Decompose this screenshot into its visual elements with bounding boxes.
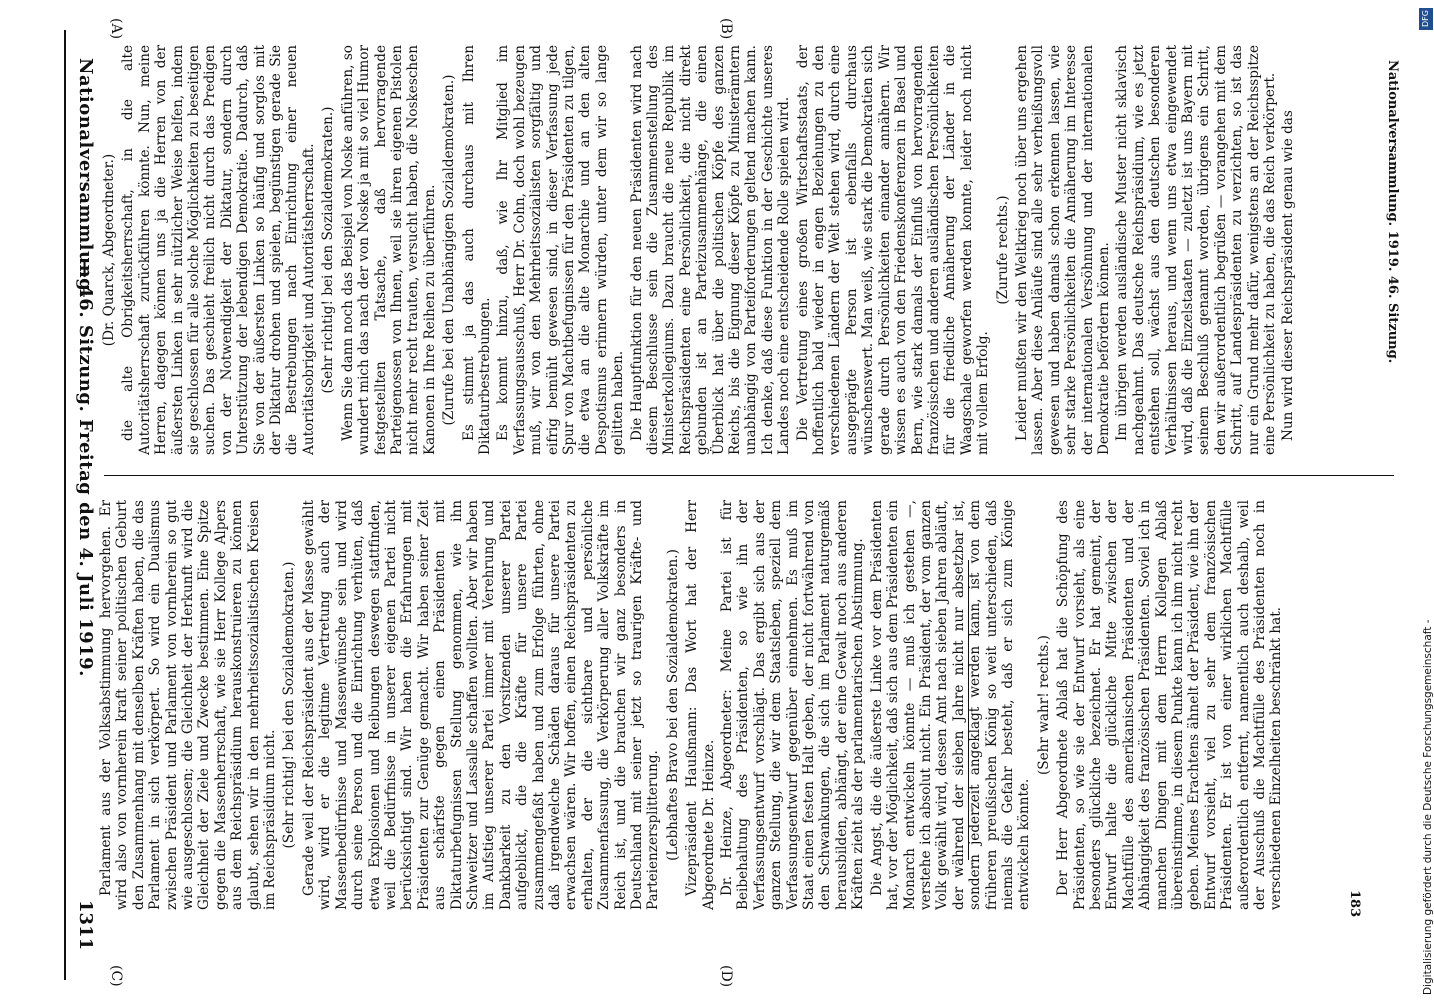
paragraph: (Dr. Quarck, Abgeordneter.) xyxy=(101,153,117,347)
paragraph: Gerade weil der Reichspräsident aus der Masse gewählt wird, wird er die legitime Vertretung auch der Massenbedürfnisse und Massenwünsche sein und wird durch seine Person und die Einrichtung verhüten, daß etwa Explosionen und Reibungen deswegen stattfinden, weil die Bedürfnisse in unserer eigenen Partei nicht berücksichtigt sind. Wir haben die Erfahrungen mit Präsidenten zur Genüge gemacht. Wir haben seiner Zeit aus schärfste gegen einen Präsidenten mit Diktaturbefugnissen Stellung genommen, wie ihn Schweitzer und Lassalle schaffen wollten. Aber wir haben im Aufstieg unserer Partei immer mit Verehrung und Dankbarkeit zu den Vorsitzenden unserer Partei aufgeblickt, die die Kräfte für unsere Partei zusammengefaßt haben und zum Erfolge führten, ohne daß irgendwelche Schäden daraus für unsere Partei erwachsen wären. Wir hoffen, einen Reichspräsidenten zu erhalten, der die sichtbare und persönliche Zusammenfassung, die Verkörperung aller Volkskräfte im Reich ist, und die brauchen wir ganz besonders in Deutschland mit seiner jetzt so traurigen Kräfte- und Parteienzersplitterung. xyxy=(300,500,662,910)
paragraph: Wenn Sie dann noch das Beispiel von Noske anführen, so wundert mich das nach der von Noske ja mit so viel Humor festgestellten Tatsache, daß hervorragende Parteigenossen von Ihnen, weil sie ihren eigenen Pistolen nicht mehr recht trauten, versucht haben, die Noskeschen Kanonen in Ihre Reihen zu überführen. xyxy=(339,45,438,455)
margin-letter-a: (A) xyxy=(108,18,124,40)
margin-letter-c: (C) xyxy=(108,965,124,987)
header-rule xyxy=(64,30,66,980)
paragraph: Die Angst, die die äußerste Linke vor dem Präsidenten hat, vor der Möglichkeit, daß sich aus dem Präsidenten ein Monarch entwickeln könnte — muß ich gestehen —, verstehe ich absolut nicht. Ein Präsident, der vom ganzen Volk gewählt wird, dessen Amt nach sieben Jahren abläuft, der während der sieben Jahre nicht nur absetzbar ist, sondern jederzeit angeklagt werden kann, ist von dem früheren preußischen König so weit unterschieden, daß niemals die Gefahr besteht, daß er sich zum Könige entwickeln könnte. xyxy=(868,500,1033,910)
paragraph: die alte Obrigkeitsherrschaft, in die alte Autoritätsherrschaft zurückführen könnte. Nun, meine Herren, dagegen können uns ja die Herren von der äußersten Linken in sehr nützlicher Weise helfen, indem sie geschlossen für alle solche Möglichkeiten zu beseitigen suchen. Das geschieht freilich nicht durch das Predigen von der Notwendigkeit der Diktatur, sondern durch Unterstützung der lebendigen Demokratie. Dadurch, daß Sie von der äußersten Linken so häufig und sorglos mit der Diktatur drohen und spielen, begünstigen gerade Sie die Bestrebungen nach Einrichtung einer neuen Autoritätsobrigkeit und Autoritätsherrschaft. xyxy=(120,45,317,455)
paragraph: (Sehr richtig! bei den Sozialdemokraten.) xyxy=(320,106,337,394)
right-column xyxy=(98,500,1434,910)
paragraph: (Zurufe bei den Unabhängigen Sozialdemokraten.) xyxy=(441,74,458,426)
margin-letter-d: (D) xyxy=(718,965,734,988)
header-title: Nationalversammlung. xyxy=(75,58,96,299)
footer-page-sheet: 183 xyxy=(1347,890,1362,918)
paragraph: Es kommt hinzu, daß, wie Ihr Mitglied im Verfassungsausschuß, Herr Dr. Cohn, doch wohl bezeugen muß, wir von den Mehrheitssozialisten sorgfältig und eifrig bemüht gewesen sind, in dieser Verfassung jede Spur von Machtbefugnissen für den Präsidenten zu tilgen, die etwa an die alte Monarchie und an den alten Despotismus erinnern würden, unter dem wir so lange gelitten haben. xyxy=(495,45,627,455)
margin-letter-b: (B) xyxy=(718,18,734,40)
paragraph: Vizepräsident Haußmann: Das Wort hat der Herr Abgeordnete Dr. Heinze. xyxy=(684,500,717,910)
paragraph: (Lebhaftes Bravo bei den Sozialdemokraten.) xyxy=(664,549,681,861)
paragraph: (Sehr wahr! rechts.) xyxy=(1035,635,1052,775)
paragraph: Leider mußten wir den Weltkrieg noch über uns ergehen lassen. Aber diese Anläufe sind alle sehr verheißungsvoll gewesen und haben damals schon erkennen lassen, wie sehr starke Persönlichkeiten die Annäherung im Interesse der internationalen Versöhnung und der internationalen Demokratie befördern können. xyxy=(1013,45,1112,455)
column-divider xyxy=(104,475,1394,476)
paragraph: Dr. Heinze, Abgeordneter: Meine Partei ist für Beibehaltung des Präsidenten, so wie ihn der Verfassungsentwurf vorschlägt. Das ergibt sich aus der ganzen Stellung, die wir dem Staatsleben, speziell dem Verfassungsentwurf gegenüber einnehmen. Es muß im Staat einen festen Halt geben, der nicht fortwährend von den Schwankungen, die sich im Parlament naturgemäß herausbilden, abhängt, der eine Gewalt noch aus anderen Kräften zieht als der parlamentarischen Abstimmung. xyxy=(719,500,867,910)
digitization-credit: Digitalisierung gefördert durch die Deutsche Forschungsgemeinschaft - xyxy=(1422,619,1434,995)
left-column xyxy=(98,45,1434,455)
header-session: — 46. Sitzung. Freitag den 4. Juli 1919. xyxy=(75,260,96,677)
paragraph: Parlament aus der Volksabstimmung hervorgehen. Er wird also von vornherein kraft seiner politischen Geburt den Zusammenhang mit denselben Kräften haben, die das Parlament in sich verkörpert. So wird ein Dualismus zwischen Präsident und Parlament von vornherein so gut wie ausgeschlossen; die Gleichheit der Herkunft wird die Gleichheit der Ziele und Zwecke bestimmen. Eine Spitze gegen die Massenherrschaft, wie sie Herr Kollege Alpers aus dem Reichspräsidium herauskonstruieren zu können glaubt, sehen wir in den mehrheitssozialistischen Kreisen im Reichspräsidium nicht. xyxy=(98,500,279,910)
paragraph: Die Hauptfunktion für den neuen Präsidenten wird nach diesem Beschlusse sein die Zusammenstellung des Ministerkollegiums. Dazu braucht die neue Republik im Reichspräsidenten eine Persönlichkeit, die nicht direkt gebunden ist an Parteizusammenhänge, die einen Überblick hat über die politischen Köpfe des ganzen Reichs, bis die Eignung dieser Köpfe zu Ministerämtern unabhängig von Parteiforderungen geltend machen kann. Ich denke, daß diese Funktion in der Geschichte unseres Landes noch eine entscheidende Rolle spielen wird. xyxy=(628,45,793,455)
paragraph: Die Vertretung eines großen Wirtschaftsstaats, der hoffentlich bald wieder in engen Beziehungen zu den verschiedenen Ländern der Welt stehen wird, durch eine ausgeprägte Person ist ebenfalls durchaus wünschenswert. Man weiß, wie stark die Demokratien sich gerade durch Persönlichkeiten einander annähern. Wir wissen es auch von den Friedenskonferenzen in Basel und Bern, wie stark damals der Einfluß von hervorragenden französischen und anderen ausländischen Persönlichkeiten für die friedliche Annäherung der Länder in die Waagschale geworfen werden konnte, leider noch nicht mit vollem Erfolg. xyxy=(794,45,992,455)
paragraph: Im übrigen werden ausländische Muster nicht sklavisch nachgeahmt. Das deutsche Reichspräsidium, wie es jetzt entstehen soll, wächst aus den deutschen besonderen Verhältnissen heraus, und wenn uns etwa eingewendet wird, daß die Einzelstaaten — zuletzt ist uns Bayern mit seinem Beschluß genannt worden, übrigens ein Schritt, den wir außerordentlich begrüßen — vorangehen mit dem Schritt, auf Landespräsidenten zu verzichten, so ist das nur ein Grund mehr dafür, wenigstens an der Reichsspitze eine Persönlichkeit zu haben, die das Reich verkörpert. xyxy=(1114,45,1279,455)
paragraph: (Sehr richtig! bei den Sozialdemokraten.) xyxy=(281,561,298,849)
page-number: 1311 xyxy=(75,900,96,951)
paragraph: Der Herr Abgeordnete Ablaß hat die Schöpfung des Präsidenten, so wie sie der Entwurf vorsieht, als eine besonders glückliche bezeichnet. Er hat gemeint, der Entwurf halte die glückliche Mitte zwischen der Machtfülle des amerikanischen Präsidenten und der Abhängigkeit des französischen Präsidenten. Soviel ich in manchen Dingen mit dem Herrn Kollegen Ablaß übereinstimme, in diesem Punkte kann ich ihm nicht recht geben. Meines Erachtens ähnelt der Präsident, wie ihn der Entwurf vorsieht, viel zu sehr dem französischen Präsidenten. Er ist von einer wirklichen Machtfülle außerordentlich entfernt, namentlich auch deshalb, weil der Ausschuß die Machtfülle des Präsidenten noch in verschiedenen Einzelheiten beschränkt hat. xyxy=(1055,500,1285,910)
footer-left: Nationalversammlung. 1919. 46. Sitzung. xyxy=(1385,60,1400,364)
paragraph: (Zurufe rechts.) xyxy=(994,195,1011,305)
dfg-logo: DFG xyxy=(1419,8,1433,30)
paragraph: Es stimmt ja das auch durchaus mit Ihren Diktaturbestrebungen. xyxy=(460,45,493,455)
paragraph: Nun wird dieser Reichspräsident genau wie das xyxy=(1280,110,1297,441)
